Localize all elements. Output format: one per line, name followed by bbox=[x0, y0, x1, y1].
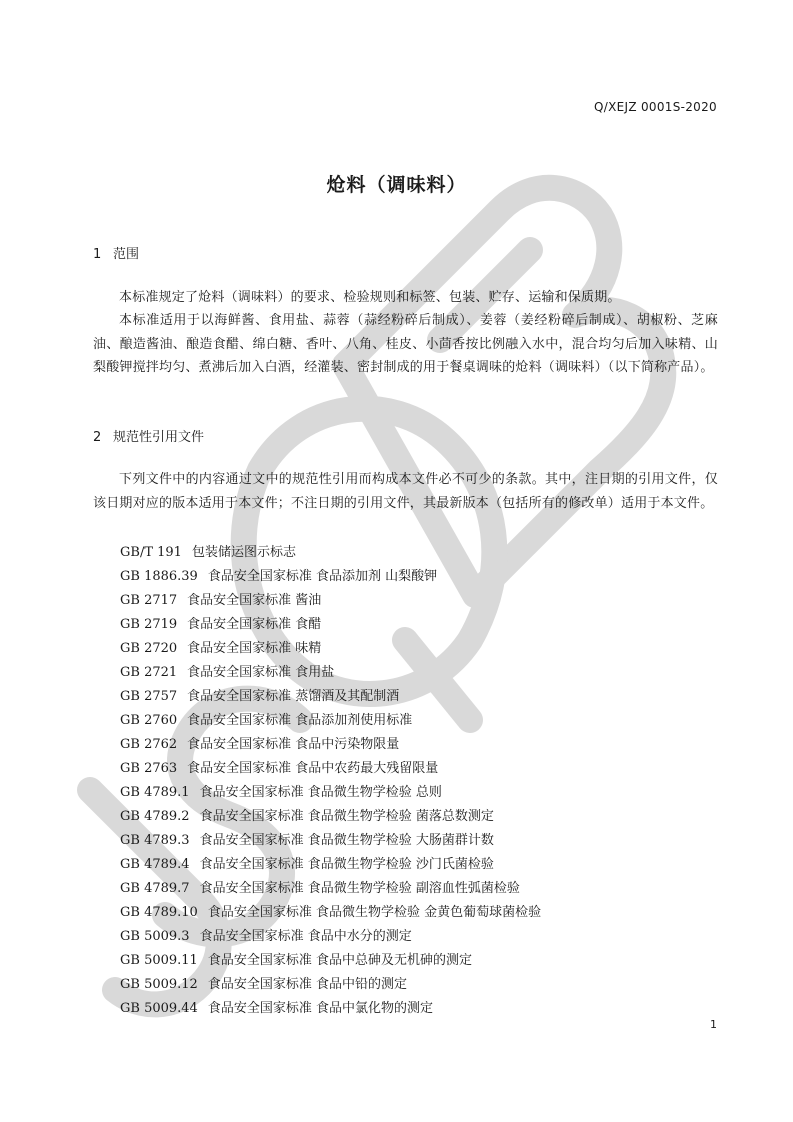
reference-item bbox=[120, 997, 541, 1021]
reference-item bbox=[120, 685, 541, 709]
reference-title: 食品安全国家标准 食品中总砷及无机砷的测定 bbox=[207, 953, 472, 968]
reference-code: GB 2721 bbox=[120, 665, 178, 680]
references-intro-paragraph: 下列文件中的内容通过文中的规范性引用而构成本文件必不可少的条款。其中，注日期的引用文件，仅该日期对应的版本适用于本文件；不注日期的引用文件，其最新版本（包括所有的修改单）适用于本文件。 bbox=[93, 472, 718, 511]
section-title: 范围 bbox=[113, 247, 140, 262]
reference-item bbox=[120, 853, 541, 877]
reference-item bbox=[120, 733, 541, 757]
reference-item bbox=[120, 613, 541, 637]
scope-paragraph-2: 本标准适用于以海鲜酱、食用盐、蒜蓉（蒜经粉碎后制成）、姜蓉（姜经粉碎后制成）、胡椒粉、芝麻油、酿造酱油、酿造食醋、绵白糖、香叶、八角、桂皮、小茴香按比例融入水中，混合均匀后加入味精、山梨酸钾搅拌均匀、煮沸后加入白酒，经灌装、密封制成的用于餐桌调味的炝料（调味料）（以下简称产品）。 bbox=[93, 313, 718, 375]
reference-item bbox=[120, 757, 541, 781]
scope-paragraph-1: 本标准规定了炝料（调味料）的要求、检验规则和标签、包装、贮存、运输和保质期。 bbox=[119, 290, 621, 305]
reference-code: GB 1886.39 bbox=[120, 569, 198, 584]
reference-title: 食品安全国家标准 食醋 bbox=[187, 617, 322, 632]
reference-title: 食品安全国家标准 食品微生物学检验 副溶血性弧菌检验 bbox=[199, 881, 520, 896]
reference-item bbox=[120, 781, 541, 805]
reference-title: 食品安全国家标准 食品微生物学检验 大肠菌群计数 bbox=[199, 833, 494, 848]
reference-code: GB 4789.1 bbox=[120, 785, 190, 800]
reference-item bbox=[120, 661, 541, 685]
reference-code: GB 4789.10 bbox=[120, 905, 198, 920]
reference-title: 食品安全国家标准 味精 bbox=[187, 641, 322, 656]
reference-code: GB 4789.7 bbox=[120, 881, 190, 896]
reference-item bbox=[120, 829, 541, 853]
page-number: 1 bbox=[710, 1018, 717, 1031]
reference-title: 食品安全国家标准 食品中氯化物的测定 bbox=[207, 1001, 433, 1016]
reference-title: 食品安全国家标准 食品中水分的测定 bbox=[199, 929, 412, 944]
reference-code: GB 5009.44 bbox=[120, 1001, 198, 1016]
reference-code: GB 2757 bbox=[120, 689, 178, 704]
document-title: 炝料（调味料） bbox=[326, 174, 467, 196]
watermark-letter-b bbox=[345, 188, 663, 595]
reference-title: 食品安全国家标准 食品微生物学检验 总则 bbox=[199, 785, 442, 800]
reference-code: GB 2720 bbox=[120, 641, 178, 656]
reference-code: GB 2763 bbox=[120, 761, 178, 776]
reference-title: 食品安全国家标准 酱油 bbox=[187, 593, 322, 608]
reference-title: 食品安全国家标准 食品中铅的测定 bbox=[207, 977, 407, 992]
reference-code: GB 2719 bbox=[120, 617, 178, 632]
reference-code: GB 2717 bbox=[120, 593, 178, 608]
reference-title: 食品安全国家标准 食品中农药最大残留限量 bbox=[187, 761, 439, 776]
reference-item bbox=[120, 541, 541, 565]
reference-code: GB 5009.12 bbox=[120, 977, 198, 992]
reference-title: 食品安全国家标准 食品微生物学检验 菌落总数测定 bbox=[199, 809, 494, 824]
reference-title: 食品安全国家标准 食品添加剂 山梨酸钾 bbox=[207, 569, 438, 584]
reference-title: 包装储运图示标志 bbox=[191, 545, 296, 560]
reference-title: 食品安全国家标准 食品微生物学检验 沙门氏菌检验 bbox=[199, 857, 494, 872]
reference-title: 食品安全国家标准 食用盐 bbox=[187, 665, 335, 680]
reference-item bbox=[120, 901, 541, 925]
reference-item bbox=[120, 973, 541, 997]
reference-item bbox=[120, 805, 541, 829]
reference-item bbox=[120, 877, 541, 901]
reference-item bbox=[120, 925, 541, 949]
reference-code: GB 4789.2 bbox=[120, 809, 190, 824]
reference-item bbox=[120, 709, 541, 733]
section-heading-scope bbox=[93, 243, 139, 262]
reference-code: GB 4789.3 bbox=[120, 833, 190, 848]
section-number: 2 bbox=[93, 430, 102, 445]
standard-number: Q/XEJZ 0001S-2020 bbox=[594, 100, 717, 114]
reference-list bbox=[120, 541, 541, 1021]
reference-item bbox=[120, 637, 541, 661]
reference-title: 食品安全国家标准 食品中污染物限量 bbox=[187, 737, 400, 752]
reference-code: GB 2762 bbox=[120, 737, 178, 752]
section-title: 规范性引用文件 bbox=[113, 430, 205, 445]
reference-code: GB 5009.11 bbox=[120, 953, 198, 968]
reference-code: GB 5009.3 bbox=[120, 929, 190, 944]
reference-item bbox=[120, 589, 541, 613]
reference-item bbox=[120, 565, 541, 589]
reference-item bbox=[120, 949, 541, 973]
reference-code: GB 2760 bbox=[120, 713, 178, 728]
reference-title: 食品安全国家标准 蒸馏酒及其配制酒 bbox=[187, 689, 400, 704]
reference-title: 食品安全国家标准 食品添加剂使用标准 bbox=[187, 713, 413, 728]
reference-title: 食品安全国家标准 食品微生物学检验 金黄色葡萄球菌检验 bbox=[207, 905, 542, 920]
reference-code: GB/T 191 bbox=[120, 545, 182, 560]
section-number: 1 bbox=[93, 247, 102, 262]
section-heading-normative-references bbox=[93, 426, 204, 445]
reference-code: GB 4789.4 bbox=[120, 857, 190, 872]
